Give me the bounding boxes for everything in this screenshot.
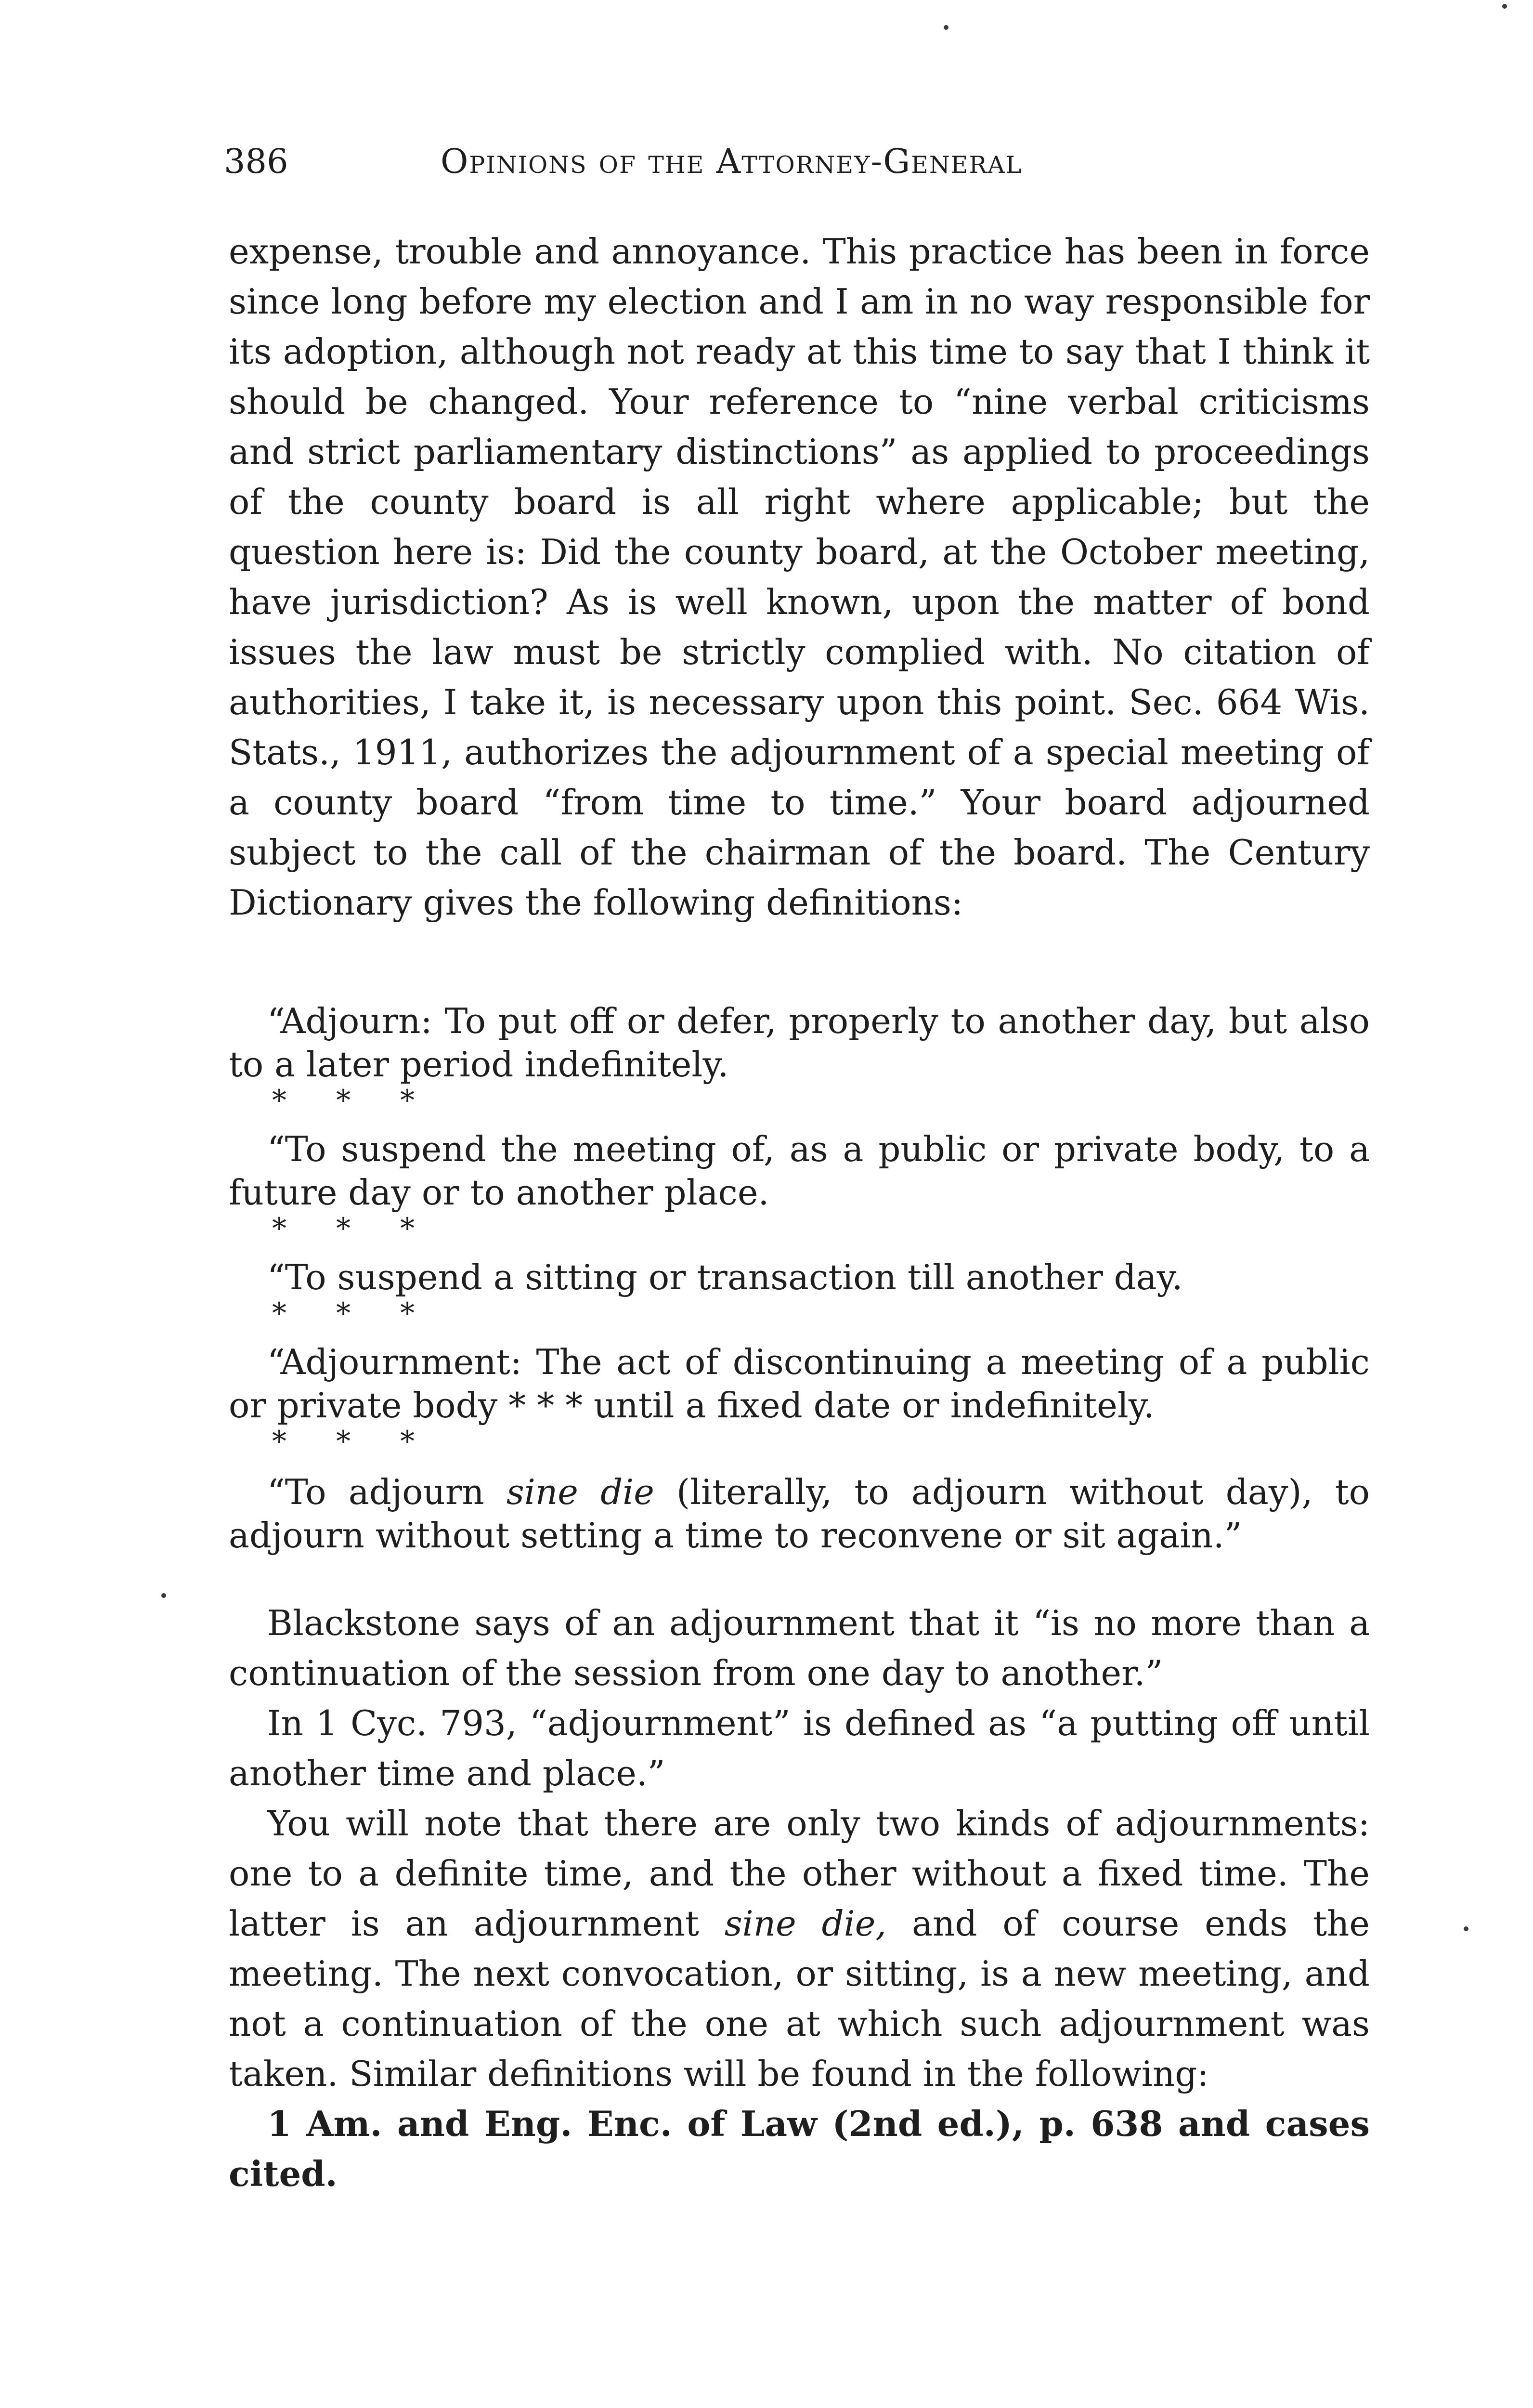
kinds-paragraph-lead: You will note that there are only two kinds of adjournments: one to a definite time, and the other without a fixed time. The latter is an adjournment bbox=[229, 1803, 1370, 1944]
quote-sine-die bbox=[229, 1470, 1370, 1557]
kinds-of-adjournment-paragraph bbox=[229, 1798, 1370, 2099]
cyc-paragraph: In 1 Cyc. 793, “adjournment” is defined as “a putting off until another time and place.” bbox=[229, 1703, 1370, 1793]
ellipsis-stars: * * * bbox=[272, 1084, 435, 1117]
quote-adjournment: “Adjournment: The act of discontinuing a meeting of a public or private body * * * until a fixed date or indefinitely. bbox=[229, 1342, 1370, 1426]
quote-sine-die-rest: (literally, to adjourn without day), to adjourn without setting a time to reconvene or sit again.” bbox=[229, 1472, 1370, 1556]
print-speck bbox=[944, 25, 948, 30]
quote-adjourn: “Adjourn: To put off or defer, properly to another day, but also to a later period indefinitely. bbox=[229, 1001, 1370, 1085]
dictionary-quotations bbox=[229, 999, 1370, 1557]
blackstone-paragraph: Blackstone says of an adjournment that it “is no more than a continuation of the session from one day to another.” bbox=[229, 1603, 1370, 1693]
quote-sine-die-term: sine die bbox=[506, 1472, 654, 1512]
ellipsis-stars: * * * bbox=[272, 1296, 435, 1330]
closing-paragraphs bbox=[229, 1598, 1370, 2199]
page-header bbox=[224, 137, 1187, 190]
kinds-paragraph-rest: and of course ends the meeting. The next convocation, or sitting, is a new meeting, and not a continuation of the one at which such adjournment was taken. Similar definitions will be found in the following: bbox=[229, 1903, 1370, 2094]
quote-suspend-meeting: “To suspend the meeting of, as a public or private body, to a future day or to another place. bbox=[229, 1129, 1370, 1213]
opening-paragraph: expense, trouble and annoyance. This practice has been in force since long before my election and I am in no way responsible for its adoption, although not ready at this time to say that I think it should be changed. Your reference to “nine verbal criticisms and strict parliamentary distinctions” as applied to proceedings of the county board is all right where applicable; but the question here is: Did the county board, at the October meeting, have jurisdiction? As is well known, upon the matter of bond issues the law must be strictly complied with. No citation of authorities, I take it, is necessary upon this point. Sec. 664 Wis. Stats., 1911, authorizes the adjournment of a special meeting of a county board “from time to time.” Your board adjourned subject to the call of the chairman of the board. The Century Dictionary gives the following definitions: bbox=[229, 231, 1370, 923]
print-speck bbox=[1502, 4, 1507, 9]
citation-entry: 1 Am. and Eng. Enc. of Law (2nd ed.), p. 638 and cases cited. bbox=[229, 2103, 1370, 2194]
kinds-paragraph-term: sine die, bbox=[724, 1903, 887, 1944]
print-speck bbox=[161, 1593, 166, 1598]
ellipsis-stars: * * * bbox=[272, 1212, 435, 1245]
page-number: 386 bbox=[224, 142, 288, 181]
ellipsis-stars: * * * bbox=[272, 1425, 435, 1458]
quote-suspend-sitting: “To suspend a sitting or transaction till another day. bbox=[267, 1257, 1183, 1297]
running-head: Opinions of the Attorney-General bbox=[441, 142, 1023, 181]
opening-paragraph-block bbox=[229, 226, 1370, 928]
quote-sine-die-lead: “To adjourn bbox=[267, 1472, 507, 1512]
print-speck bbox=[1464, 1926, 1468, 1931]
